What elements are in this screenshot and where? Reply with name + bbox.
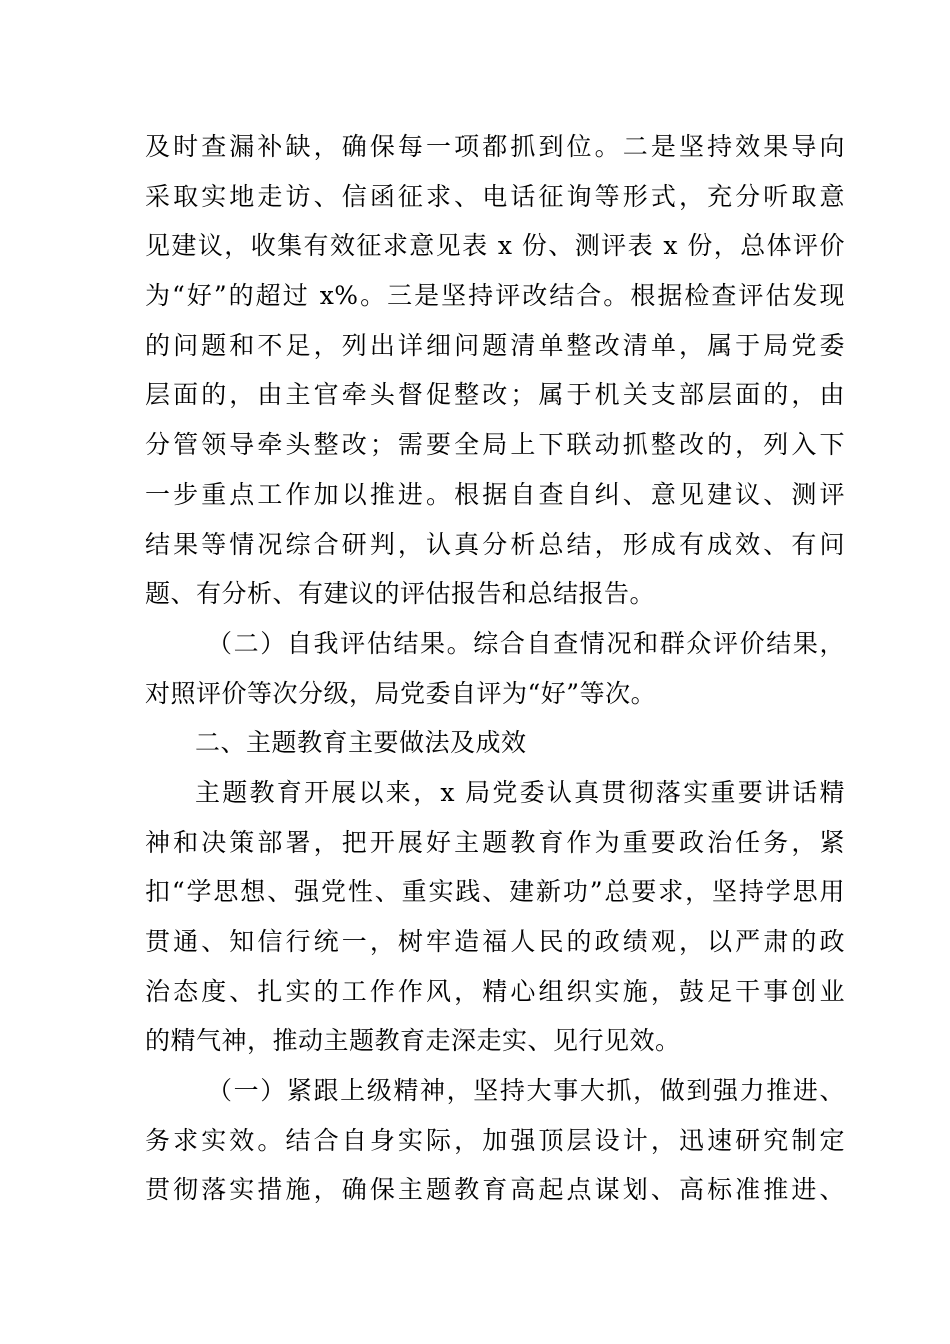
text-line: 贯通、知信行统一，树牢造福人民的政绩观，以严肃的政 <box>145 927 845 956</box>
text-line: 的精气神，推动主题教育走深走实、见行见效。 <box>145 1026 681 1056</box>
text-line: 贯彻落实措施，确保主题教育高起点谋划、高标准推进、 <box>145 1175 845 1205</box>
text-line: 神和决策部署，把开展好主题教育作为重要政治任务，紧 <box>145 827 845 857</box>
document-body <box>145 122 845 1215</box>
text-line: 结果等情况综合研判，认真分析总结，形成有成效、有问 <box>145 529 845 559</box>
text-line: 的问题和不足，列出详细问题清单整改清单，属于局党委 <box>145 330 845 360</box>
text-line: 扣“学思想、强党性、重实践、建新功”总要求，坚持学思用 <box>145 877 845 907</box>
text-line: 治态度、扎实的工作作风，精心组织实施，鼓足干事创业 <box>145 976 845 1006</box>
text-line: 务求实效。结合自身实际，加强顶层设计，迅速研究制定 <box>145 1125 845 1155</box>
text-line: 层面的，由主官牵头督促整改；属于机关支部层面的，由 <box>145 380 845 410</box>
text-line: 分管领导牵头整改；需要全局上下联动抓整改的，列入下 <box>145 430 845 460</box>
text-line: 见建议，收集有效征求意见表 x 份、测评表 x 份，总体评价 <box>145 231 845 261</box>
paragraph-first-line: 主题教育开展以来，x 局党委认真贯彻落实重要讲话精 <box>195 777 845 807</box>
text-line: 及时查漏补缺，确保每一项都抓到位。二是坚持效果导向 <box>145 132 845 161</box>
text-line: 为“好”的超过 x%。三是坚持评改结合。根据检查评估发现 <box>145 281 845 311</box>
text-line: 一步重点工作加以推进。根据自查自纠、意见建议、测评 <box>145 479 845 509</box>
section-heading-line: （一）紧跟上级精神，坚持大事大抓，做到强力推进、 <box>207 1076 845 1106</box>
section-heading-line: （二）自我评估结果。综合自查情况和群众评价结果， <box>207 628 845 658</box>
text-line: 题、有分析、有建议的评估报告和总结报告。 <box>145 579 656 609</box>
text-line: 对照评价等次分级，局党委自评为“好”等次。 <box>145 678 657 708</box>
section-title: 二、主题教育主要做法及成效 <box>195 728 527 758</box>
text-line: 采取实地走访、信函征求、电话征询等形式，充分听取意 <box>145 181 845 211</box>
